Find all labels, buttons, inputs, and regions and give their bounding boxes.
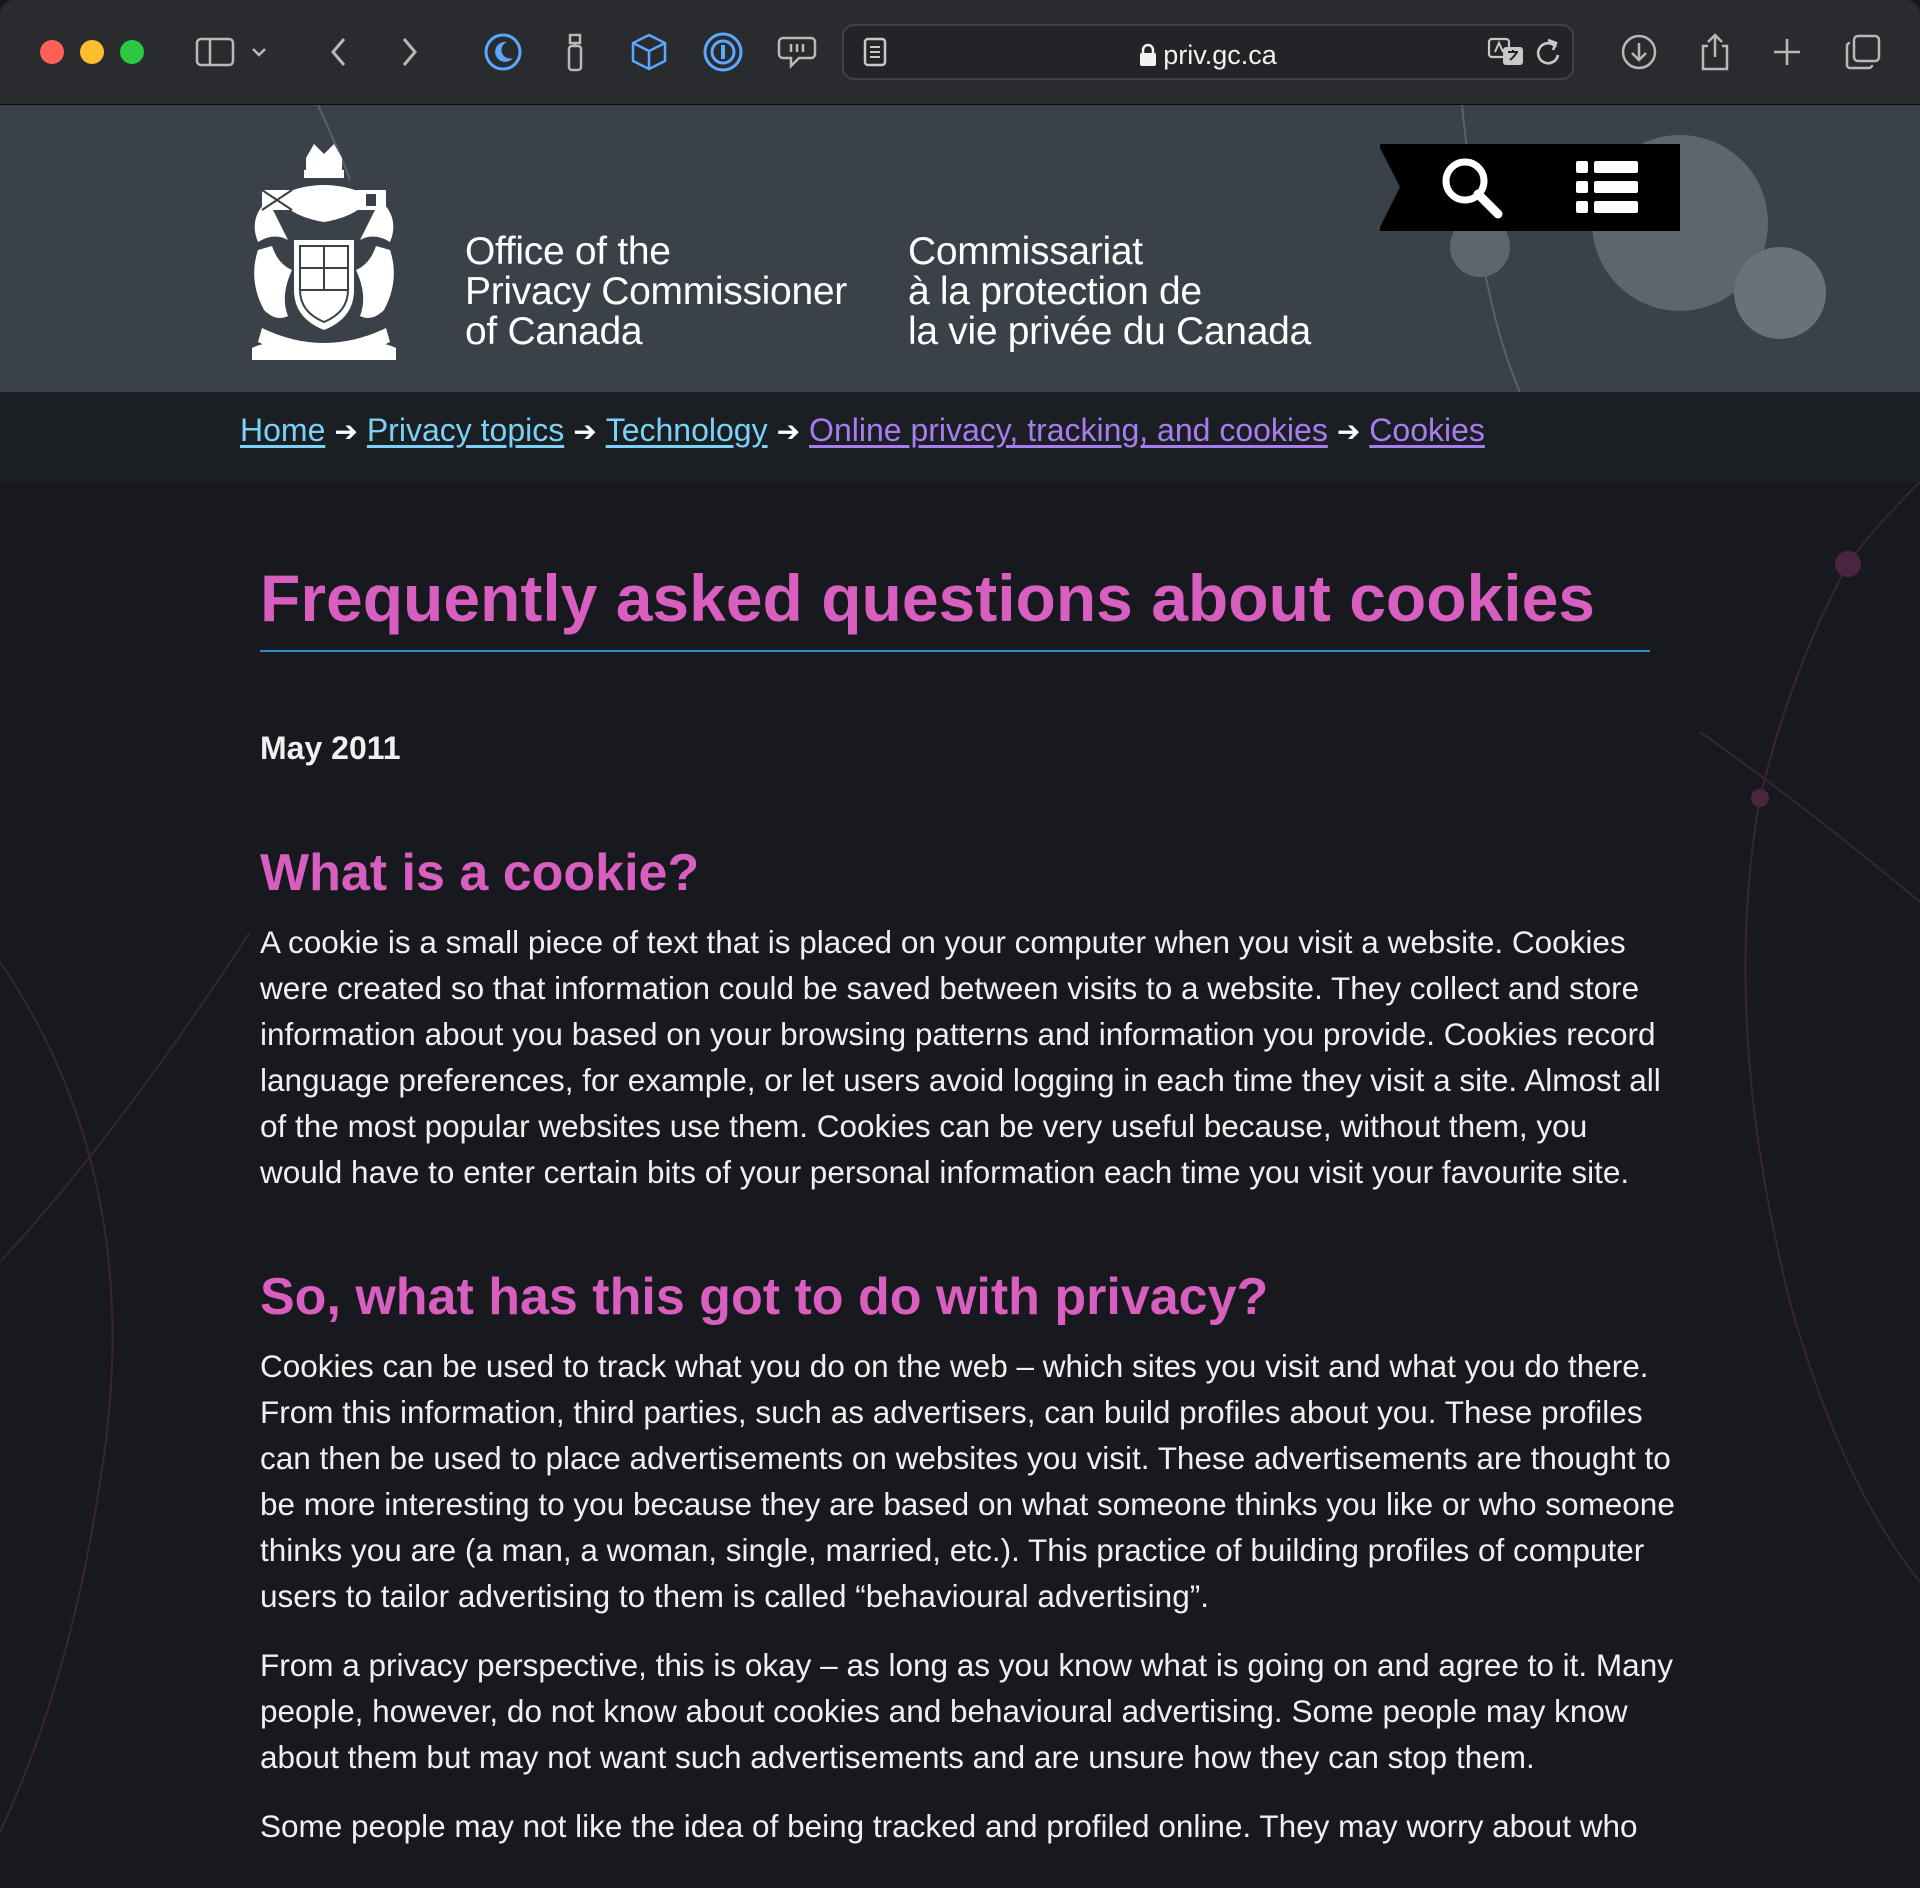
chevron-down-icon — [250, 46, 268, 58]
download-icon — [1620, 33, 1658, 71]
zoom-window-button[interactable] — [120, 40, 144, 64]
page-title: Frequently asked questions about cookies — [260, 560, 1650, 652]
site-menu-button[interactable] — [1572, 156, 1644, 220]
chevron-right-icon — [399, 36, 419, 68]
minimize-window-button[interactable] — [80, 40, 104, 64]
publication-date: May 2011 — [260, 730, 401, 766]
password-manager-icon — [702, 31, 744, 73]
page-content — [0, 482, 1920, 1888]
tab-overview-icon — [1844, 33, 1882, 71]
spray-bottle-icon — [560, 32, 590, 72]
extension-password-manager-button[interactable] — [696, 26, 750, 78]
address-bar[interactable] — [842, 24, 1574, 80]
share-button[interactable] — [1688, 26, 1742, 78]
downloads-button[interactable] — [1612, 26, 1666, 78]
organization-name-french: Commissariat à la protection de la vie privée du Canada — [908, 230, 1311, 353]
cube-icon — [629, 32, 669, 72]
url-text: priv.gc.ca — [1163, 40, 1277, 70]
organization-name-english: Office of the Privacy Commissioner of Canada — [465, 230, 847, 353]
extension-cleaner-button[interactable] — [548, 26, 602, 78]
breadcrumb-cookies-link[interactable]: Cookies — [1369, 412, 1485, 448]
breadcrumb-privacy-topics-link[interactable]: Privacy topics — [366, 412, 565, 448]
header-tools — [1380, 144, 1680, 231]
translate-icon — [1487, 37, 1527, 67]
url-display[interactable] — [844, 40, 1572, 71]
breadcrumb — [240, 412, 1485, 449]
reload-icon — [1534, 37, 1562, 67]
section-paragraph: Cookies can be used to track what you do on the web – which sites you visit and what you do there. From this information, third parties, such as advertisers, can build profiles about you. These profiles can then be used to place advertisements on websites you visit. These advertisements are thought to be more interesting to you because they are based on what someone thinks you like or who someone thinks you are (a man, a woman, single, married, etc.). This practice of building profiles of computer users to tailor advertising to them is called “behavioural advertising”. — [260, 1348, 1675, 1614]
reload-button[interactable] — [1528, 26, 1568, 78]
breadcrumb-home-link[interactable]: Home — [240, 412, 326, 448]
ribbon-notch — [1378, 144, 1402, 231]
close-window-button[interactable] — [40, 40, 64, 64]
section-paragraph: From a privacy perspective, this is okay – as long as you know what is going on and agree to it. Many people, however, do not know about cookies and behavioural advertising. Some people may know about them but may not want such advertisements and are unsure how they can stop them. — [260, 1647, 1673, 1775]
section-paragraph: Some people may not like the idea of being tracked and profiled online. They may worry about who — [260, 1808, 1638, 1844]
list-menu-icon — [1576, 159, 1640, 217]
site-header — [0, 105, 1920, 392]
lock-icon — [1139, 43, 1157, 67]
breadcrumb-online-privacy-link[interactable]: Online privacy, tracking, and cookies — [809, 412, 1328, 448]
moon-icon — [483, 32, 523, 72]
arrow-right-icon: ➔ — [573, 416, 597, 447]
speech-bubble-icon — [777, 34, 817, 70]
arrow-right-icon: ➔ — [776, 416, 801, 447]
forward-button[interactable] — [382, 26, 436, 78]
search-icon — [1438, 154, 1506, 222]
plus-icon — [1771, 36, 1803, 68]
extension-dark-mode-button[interactable] — [476, 26, 530, 78]
section-paragraph: A cookie is a small piece of text that is placed on your computer when you visit a website. Cookies were created so that information could be saved between visits to a website. They collect and store information about you based on your browsing patterns and information you provide. Cookies record language preferences, for example, or let users avoid logging in each time they visit a site. Almost all of the most popular websites use them. Cookies can be very useful because, without them, you would have to enter certain bits of your personal information each time you visit your favourite site. — [260, 924, 1661, 1190]
article — [260, 560, 1676, 1849]
extension-speech-button[interactable] — [770, 26, 824, 78]
tab-overview-button[interactable] — [1836, 26, 1890, 78]
sidebar-toggle-button[interactable] — [188, 26, 242, 78]
section-heading-what-is-cookie: What is a cookie? — [260, 844, 700, 902]
share-icon — [1699, 32, 1731, 72]
new-tab-button[interactable] — [1760, 26, 1814, 78]
chevron-left-icon — [329, 36, 349, 68]
translate-button[interactable] — [1484, 26, 1530, 78]
extension-cube-button[interactable] — [622, 26, 676, 78]
browser-toolbar — [0, 0, 1920, 105]
section-heading-privacy: So, what has this got to do with privacy? — [260, 1268, 1269, 1326]
arrow-right-icon: ➔ — [1336, 416, 1361, 447]
breadcrumb-technology-link[interactable]: Technology — [605, 412, 768, 448]
site-search-button[interactable] — [1432, 154, 1512, 222]
tab-group-menu-button[interactable] — [244, 26, 274, 78]
canada-coat-of-arms-logo[interactable] — [238, 140, 410, 373]
arrow-right-icon: ➔ — [334, 416, 358, 447]
back-button[interactable] — [312, 26, 366, 78]
breadcrumb-bar — [0, 392, 1920, 482]
sidebar-icon — [195, 36, 235, 68]
